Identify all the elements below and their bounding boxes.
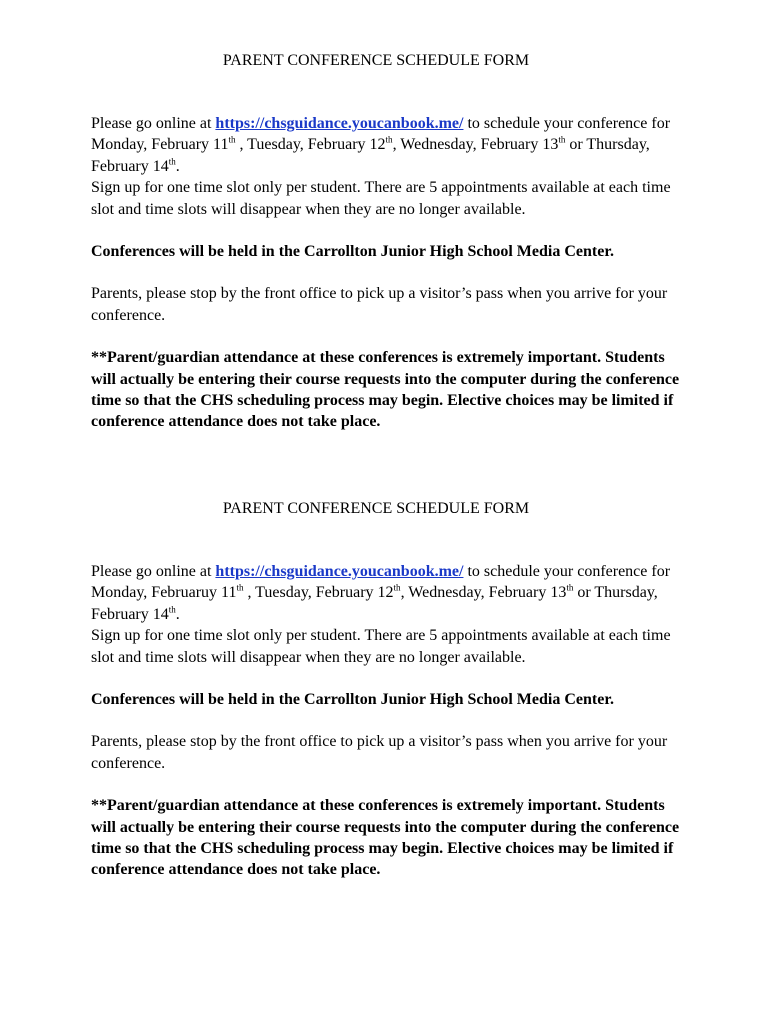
ordinal-suffix: th	[168, 604, 176, 615]
booking-link[interactable]: https://chsguidance.youcanbook.me/	[215, 115, 464, 132]
instructions-dates-a: to schedule your conference for Monday, February 11	[91, 115, 671, 154]
instructions-dates-a: to schedule your conference for Monday, Februaruy 11	[91, 563, 671, 602]
instructions-dates-c: , Wednesday, February 13	[400, 584, 567, 602]
schedule-instructions	[91, 561, 691, 625]
instructions-prefix: Please go online at	[91, 115, 216, 132]
booking-link[interactable]: https://chsguidance.youcanbook.me/	[215, 563, 464, 580]
instructions-dates-b: , Tuesday, February 12	[243, 584, 394, 602]
instructions-dates-d: or Thursday, February 14	[91, 136, 650, 175]
visitor-pass-note: Parents, please stop by the front office to pick up a visitor’s pass when you arrive for your conference.	[91, 733, 668, 772]
conference-form-1	[91, 50, 691, 454]
instructions-dates-d: or Thursday, February 14	[91, 584, 658, 623]
attendance-importance-note: **Parent/guardian attendance at these conferences is extremely important. Students will actually be entering their course requests into the computer during the conference time so that the CHS scheduling process may begin. Elective choices may be limited if conference attendance does not take place.	[91, 797, 680, 879]
schedule-instructions	[91, 113, 691, 177]
conference-location: Conferences will be held in the Carrollton Junior High School Media Center.	[91, 243, 614, 261]
ordinal-suffix: th	[168, 156, 176, 167]
visitor-pass-note: Parents, please stop by the front office to pick up a visitor’s pass when you arrive for your conference.	[91, 285, 668, 324]
form-title: PARENT CONFERENCE SCHEDULE FORM	[222, 500, 530, 517]
attendance-importance-note: **Parent/guardian attendance at these conferences is extremely important. Students will actually be entering their course requests into the computer during the conference time so that the CHS scheduling process may begin. Elective choices may be limited if conference attendance does not take place.	[91, 349, 680, 431]
ordinal-suffix: th	[566, 583, 574, 594]
conference-form-2	[91, 498, 691, 902]
instructions-end: .	[175, 605, 180, 623]
form-title: PARENT CONFERENCE SCHEDULE FORM	[222, 52, 530, 69]
ordinal-suffix: th	[558, 135, 566, 146]
ordinal-suffix: th	[393, 583, 401, 594]
instructions-end: .	[175, 157, 180, 175]
ordinal-suffix: th	[228, 135, 236, 146]
instructions-dates-c: , Wednesday, February 13	[392, 136, 559, 154]
signup-rules: Sign up for one time slot only per student. There are 5 appointments available at each time slot and time slots will disappear when they are no longer available.	[91, 627, 671, 666]
signup-rules: Sign up for one time slot only per student. There are 5 appointments available at each time slot and time slots will disappear when they are no longer available.	[91, 179, 671, 218]
ordinal-suffix: th	[385, 135, 393, 146]
instructions-dates-b: , Tuesday, February 12	[235, 136, 386, 154]
conference-location: Conferences will be held in the Carrollton Junior High School Media Center.	[91, 691, 614, 709]
instructions-prefix: Please go online at	[91, 563, 216, 580]
ordinal-suffix: th	[236, 583, 244, 594]
